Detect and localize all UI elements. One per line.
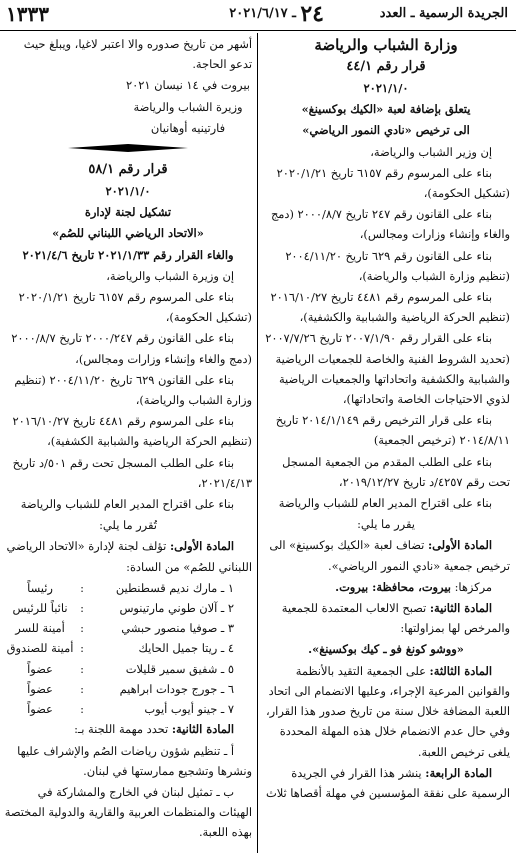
decides-line: تُقرر ما يلي: <box>99 518 157 533</box>
article-text: تضاف لعبة «الكيك بوكسينغ» الى ترخيص جمعية «نادي النمور الرياضي». <box>269 538 510 573</box>
recital: بناء على القانون ٦٢٩ تاريخ ٢٠٠٤/١١/٢٠ (تنظيم وزارة الشباب والرياضة)، <box>14 372 252 408</box>
colon: : <box>80 601 84 616</box>
colon: : <box>80 702 84 717</box>
member-name: ٢ ـ آلان طوني مارتينوس <box>119 601 234 616</box>
article-label: المادة الرابعة: <box>425 765 492 780</box>
decision-date: ٢٠٢١/١/٠ <box>105 184 151 199</box>
intro-line: إن وزير الشباب والرياضة، <box>370 144 492 159</box>
recital: بناء على المرسوم رقم ٦١٥٧ تاريخ ٢٠٢٠/١/٢١ (تشكيل الحكومة)، <box>276 165 510 201</box>
article-2 <box>262 598 510 638</box>
article-label: المادة الأولى: <box>427 538 492 553</box>
article-label: المادة الثانية: <box>171 722 234 737</box>
article-text: تحدد مهمة اللجنة بـ: <box>74 722 169 737</box>
decision-subject-line: الى ترخيص «نادي النمور الرياضي» <box>302 123 470 138</box>
left-column <box>4 34 252 852</box>
member-row <box>4 578 252 598</box>
article-text: تؤلف لجنة لإدارة «الاتحاد الرياضي اللبناني للصُم» من السادة: <box>6 539 252 574</box>
page-header <box>0 0 516 31</box>
issue-date: ـ ٢٠٢١/٦/١٧ <box>229 6 296 21</box>
games-list: «ووشو كونغ فو ـ كيك بوكسينغ». <box>308 642 464 657</box>
recital: بناء على الطلب المقدم من الجمعية المسجل تحت رقم ٤٢٥٧/د تاريخ ٢٠١٩/١٢/٢٧، <box>282 454 510 489</box>
headquarters <box>262 577 510 597</box>
article-3 <box>262 661 510 762</box>
right-column <box>262 34 510 852</box>
member-role: عضواً <box>27 661 53 676</box>
decision-number: قرار رقم ٥٨/١ <box>88 162 168 178</box>
member-role: أمينة للصندوق <box>6 641 74 656</box>
column-divider <box>257 33 258 853</box>
recital: بناء على قرار الترخيص رقم ٢٠١٤/١/١٤٩ تاريخ ٢٠١٤/٨/١١ (ترخيص الجمعية) <box>275 413 510 448</box>
decision-date: ٢٠٢١/١/٠ <box>363 81 409 95</box>
decides-line: يقرر ما يلي: <box>357 517 415 532</box>
task-item: أ ـ تنظيم شؤون رياضات الصُم والإشراف عليها ونشرها وتشجيع ممارستها في لبنان. <box>17 743 252 778</box>
colon: : <box>80 580 84 595</box>
member-name: ٥ ـ شفيق سمير قليلات <box>125 661 234 676</box>
member-name: ١ ـ مارك نديم قسطنطين <box>115 580 234 595</box>
article-text: على الجمعية التقيد بالأنظمة والقوانين المرعية الإجراء، وعليها الانضمام الى اتحاد اللعبة المضافة خلال سنة من تاريخ صدور هذا القرار، وفي حال عدم الانضمام خلال هذه المهلة المحددة يلغى ترخيص اللعبة. <box>266 663 510 759</box>
separator-ornament <box>68 144 188 152</box>
recital: بناء على القانون رقم ٦٢٩ تاريخ ٢٠٠٤/١١/٢٠ (تنظيم وزارة الشباب والرياضة)، <box>285 248 510 283</box>
decision-subject-line: يتعلق بإضافة لعبة «الكيك بوكسينغ» <box>301 102 471 117</box>
member-row <box>4 699 252 719</box>
colon: : <box>80 641 84 656</box>
article-1 <box>262 535 510 575</box>
article-label: المادة الثالثة: <box>429 663 492 678</box>
member-row <box>4 598 252 618</box>
continuation-text: أشهر من تاريخ صدوره والا اعتبر لاغيا، ويبلغ حيث تدعو الحاجة. <box>23 37 252 72</box>
member-role: عضواً <box>27 702 53 717</box>
recital: بناء على القرار رقم ٢٠٠٧/١/٩٠ تاريخ ٢٠٠٧/٧/٢٦ (تحديد الشروط الفنية والخاصة للجمعيات الرياضية والشبابية والكشفية واتحاداتها والجمعيات الرياضية لذوي الاحتياجات الخاصة واتحاداتها)، <box>265 331 510 407</box>
recital: بناء على القانون رقم ٢٠٠٠/٢٤٧ تاريخ ٢٠٠٠/٨/٧ (دمج والغاء وإنشاء وزارات ومجالس)، <box>11 331 252 366</box>
hq-label: مركزها: <box>454 579 492 594</box>
recital: بناء على القانون رقم ٢٤٧ تاريخ ٢٠٠٠/٨/٧ (دمج والغاء وإنشاء وزارات ومجالس)، <box>270 207 510 242</box>
decision-number <box>262 57 510 77</box>
member-name: ٧ ـ جينو أيوب أيوب <box>144 702 234 717</box>
ministry-heading: وزارة الشباب والرياضة <box>314 36 458 54</box>
gazette-title: الجريدة الرسمية ـ العدد <box>379 6 508 21</box>
member-role: نائباً للرئيس <box>12 601 68 616</box>
member-row <box>4 679 252 699</box>
member-name: ٤ ـ ريتا جميل الحايك <box>138 641 234 656</box>
member-name: ٣ ـ صوفيا منصور حبشي <box>121 621 234 636</box>
member-name: ٦ ـ جورج جودات ابراهيم <box>119 681 234 696</box>
decision-subject-line: «الاتحاد الرياضي اللبناني للصُم» <box>52 226 204 241</box>
member-row <box>4 618 252 638</box>
article-text: تصبح الالعاب المعتمدة للجمعية والمرخص لها بمزاولتها: <box>281 601 510 636</box>
intro-line: إن وزيرة الشباب والرياضة، <box>106 268 234 283</box>
member-role: رئيساً <box>27 580 53 595</box>
recital: بناء على المرسوم رقم ٤٤٨١ تاريخ ٢٠١٦/١٠/٢٧ (تنظيم الحركة الرياضية والشبابية الكشفية)، <box>12 414 252 449</box>
decision-number-text: قرار رقم ٤٤/١ <box>346 59 426 74</box>
committee-members <box>4 578 252 719</box>
signature-title: وزيرة الشباب والرياضة <box>133 99 243 114</box>
colon: : <box>80 661 84 676</box>
recital: بناء على اقتراح المدير العام للشباب والرياضة <box>20 497 234 512</box>
recital: بناء على المرسوم رقم ٦١٥٧ تاريخ ٢٠٢٠/١/٢١ (تشكيل الحكومة)، <box>18 290 252 325</box>
decision-subject-line: والغاء القرار رقم ٢٠٢١/١/٣٣ تاريخ ٢٠٢١/٤/٦ <box>22 247 234 262</box>
task-item: ب ـ تمثيل لبنان في الخارج والمشاركة في الهيئات والمنظمات العربية والقارية والدولية المختصة بهذه اللعبة. <box>4 784 252 840</box>
article-4 <box>262 763 510 803</box>
member-row <box>4 638 252 658</box>
member-role: عضواً <box>27 681 53 696</box>
recital: بناء على المرسوم رقم ٤٤٨١ تاريخ ٢٠١٦/١٠/٢٧ (تنظيم الحركة الرياضية والشبابية والكشفية)، <box>270 290 510 325</box>
section-separator <box>68 144 188 152</box>
article-text: ينشر هذا القرار في الجريدة الرسمية على نفقة المؤسسين في مهلة أقصاها ثلاث <box>265 765 510 800</box>
signature-place-date: بيروت في ١٤ نيسان ٢٠٢١ <box>126 78 250 93</box>
article-label: المادة الأولى: <box>169 539 234 554</box>
article-1 <box>4 536 252 576</box>
recital: بناء على اقتراح المدير العام للشباب والرياضة <box>278 496 492 511</box>
member-role: أمينة للسر <box>15 621 65 636</box>
page-number: ١٣٣٣ <box>6 2 49 26</box>
colon: : <box>80 681 84 696</box>
issue-number: ٢٤ <box>300 1 324 27</box>
decision-subject-line: تشكيل لجنة لإدارة <box>84 205 172 220</box>
hq-text: بيروت، محافظة: بيروت. <box>335 579 451 594</box>
colon: : <box>80 621 84 636</box>
recital: بناء على الطلب المسجل تحت رقم ٥٠١/د تاريخ ٢٠٢١/٤/١٣، <box>12 455 252 490</box>
article-2 <box>4 719 252 739</box>
member-row <box>4 659 252 679</box>
signature-name: فارتينيه أوهانيان <box>150 120 226 135</box>
article-label: المادة الثانية: <box>429 601 492 616</box>
